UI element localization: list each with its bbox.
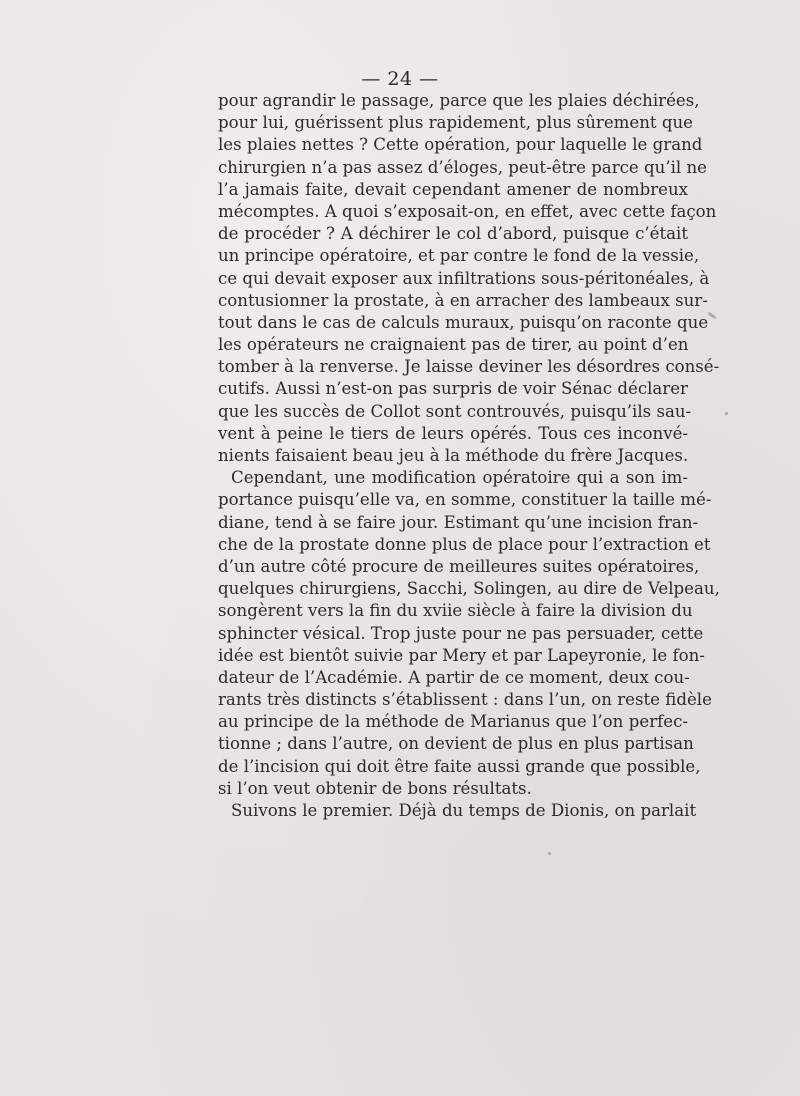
paragraph-start-line: Cependant, une modification opératoire qui a son im-: [231, 468, 688, 488]
page-number: — 24 —: [361, 68, 439, 90]
text-line: tionne ; dans l’autre, on devient de plus en plus partisan: [218, 734, 694, 754]
paper-speck: [725, 412, 728, 415]
text-line: chirurgien n’a pas assez d’éloges, peut-être parce qu’il ne: [218, 157, 708, 177]
text-line: d’un autre côté procure de meilleures suites opératoires,: [218, 556, 700, 576]
text-line: dateur de l’Académie. A partir de ce moment, deux cou-: [218, 667, 690, 687]
text-line: de procéder ? A déchirer le col d’abord, puisque c’était: [218, 224, 688, 244]
text-line: che de la prostate donne plus de place pour l’extraction et: [218, 534, 711, 554]
paper-speck: [548, 852, 551, 855]
text-line: de l’incision qui doit être faite aussi grande que possible,: [218, 756, 701, 776]
text-line: un principe opératoire, et par contre le fond de la vessie,: [218, 246, 700, 266]
text-line: quelques chirurgiens, Sacchi, Solingen, au dire de Velpeau,: [218, 579, 720, 599]
text-line: l’a jamais faite, devait cependant amener de nombreux: [218, 179, 688, 199]
text-line: au principe de la méthode de Marianus que l’on perfec-: [218, 712, 688, 732]
text-line: songèrent vers la fin du xviie siècle à faire la division du: [218, 601, 693, 621]
text-line: portance puisqu’elle va, en somme, constituer la taille mé-: [218, 490, 712, 510]
text-line: si l’on veut obtenir de bons résultats.: [218, 778, 532, 798]
text-line: les plaies nettes ? Cette opération, pour laquelle le grand: [218, 135, 703, 155]
text-line: pour agrandir le passage, parce que les plaies déchirées,: [218, 91, 700, 110]
text-line: idée est bientôt suivie par Mery et par Lapeyronie, le fon-: [218, 645, 705, 665]
text-line: diane, tend à se faire jour. Estimant qu’une incision fran-: [218, 512, 699, 532]
text-line: tout dans le cas de calculs muraux, puisqu’on raconte que: [218, 312, 709, 332]
text-line: sphincter vésical. Trop juste pour ne pas persuader, cette: [218, 623, 704, 643]
text-line: vent à peine le tiers de leurs opérés. Tous ces inconvé-: [218, 423, 688, 443]
text-line: les opérateurs ne craignaient pas de tirer, au point d’en: [218, 335, 689, 355]
paper-speck: [707, 311, 717, 319]
text-line: rants très distincts s’établissent : dans l’un, on reste fidèle: [218, 690, 712, 710]
text-line: nients faisaient beau jeu à la méthode du frère Jacques.: [218, 446, 689, 465]
text-line: ce qui devait exposer aux infiltrations sous-péritonéales, à: [218, 268, 710, 288]
text-line: mécomptes. A quoi s’exposait-on, en effet, avec cette façon: [218, 201, 717, 221]
text-line: cutifs. Aussi n’est-on pas surpris de voir Sénac déclarer: [218, 379, 688, 399]
text-line: que les succès de Collot sont controuvés, puisqu’ils sau-: [218, 401, 692, 421]
text-line: contusionner la prostate, à en arracher des lambeaux sur-: [218, 290, 708, 310]
text-line: tomber à la renverse. Je laisse deviner les désordres consé-: [218, 357, 720, 377]
text-line: pour lui, guérissent plus rapidement, plus sûrement que: [218, 113, 693, 133]
body-text: [218, 90, 720, 822]
paragraph-start-line: Suivons le premier. Déjà du temps de Dionis, on parlait: [231, 801, 697, 820]
